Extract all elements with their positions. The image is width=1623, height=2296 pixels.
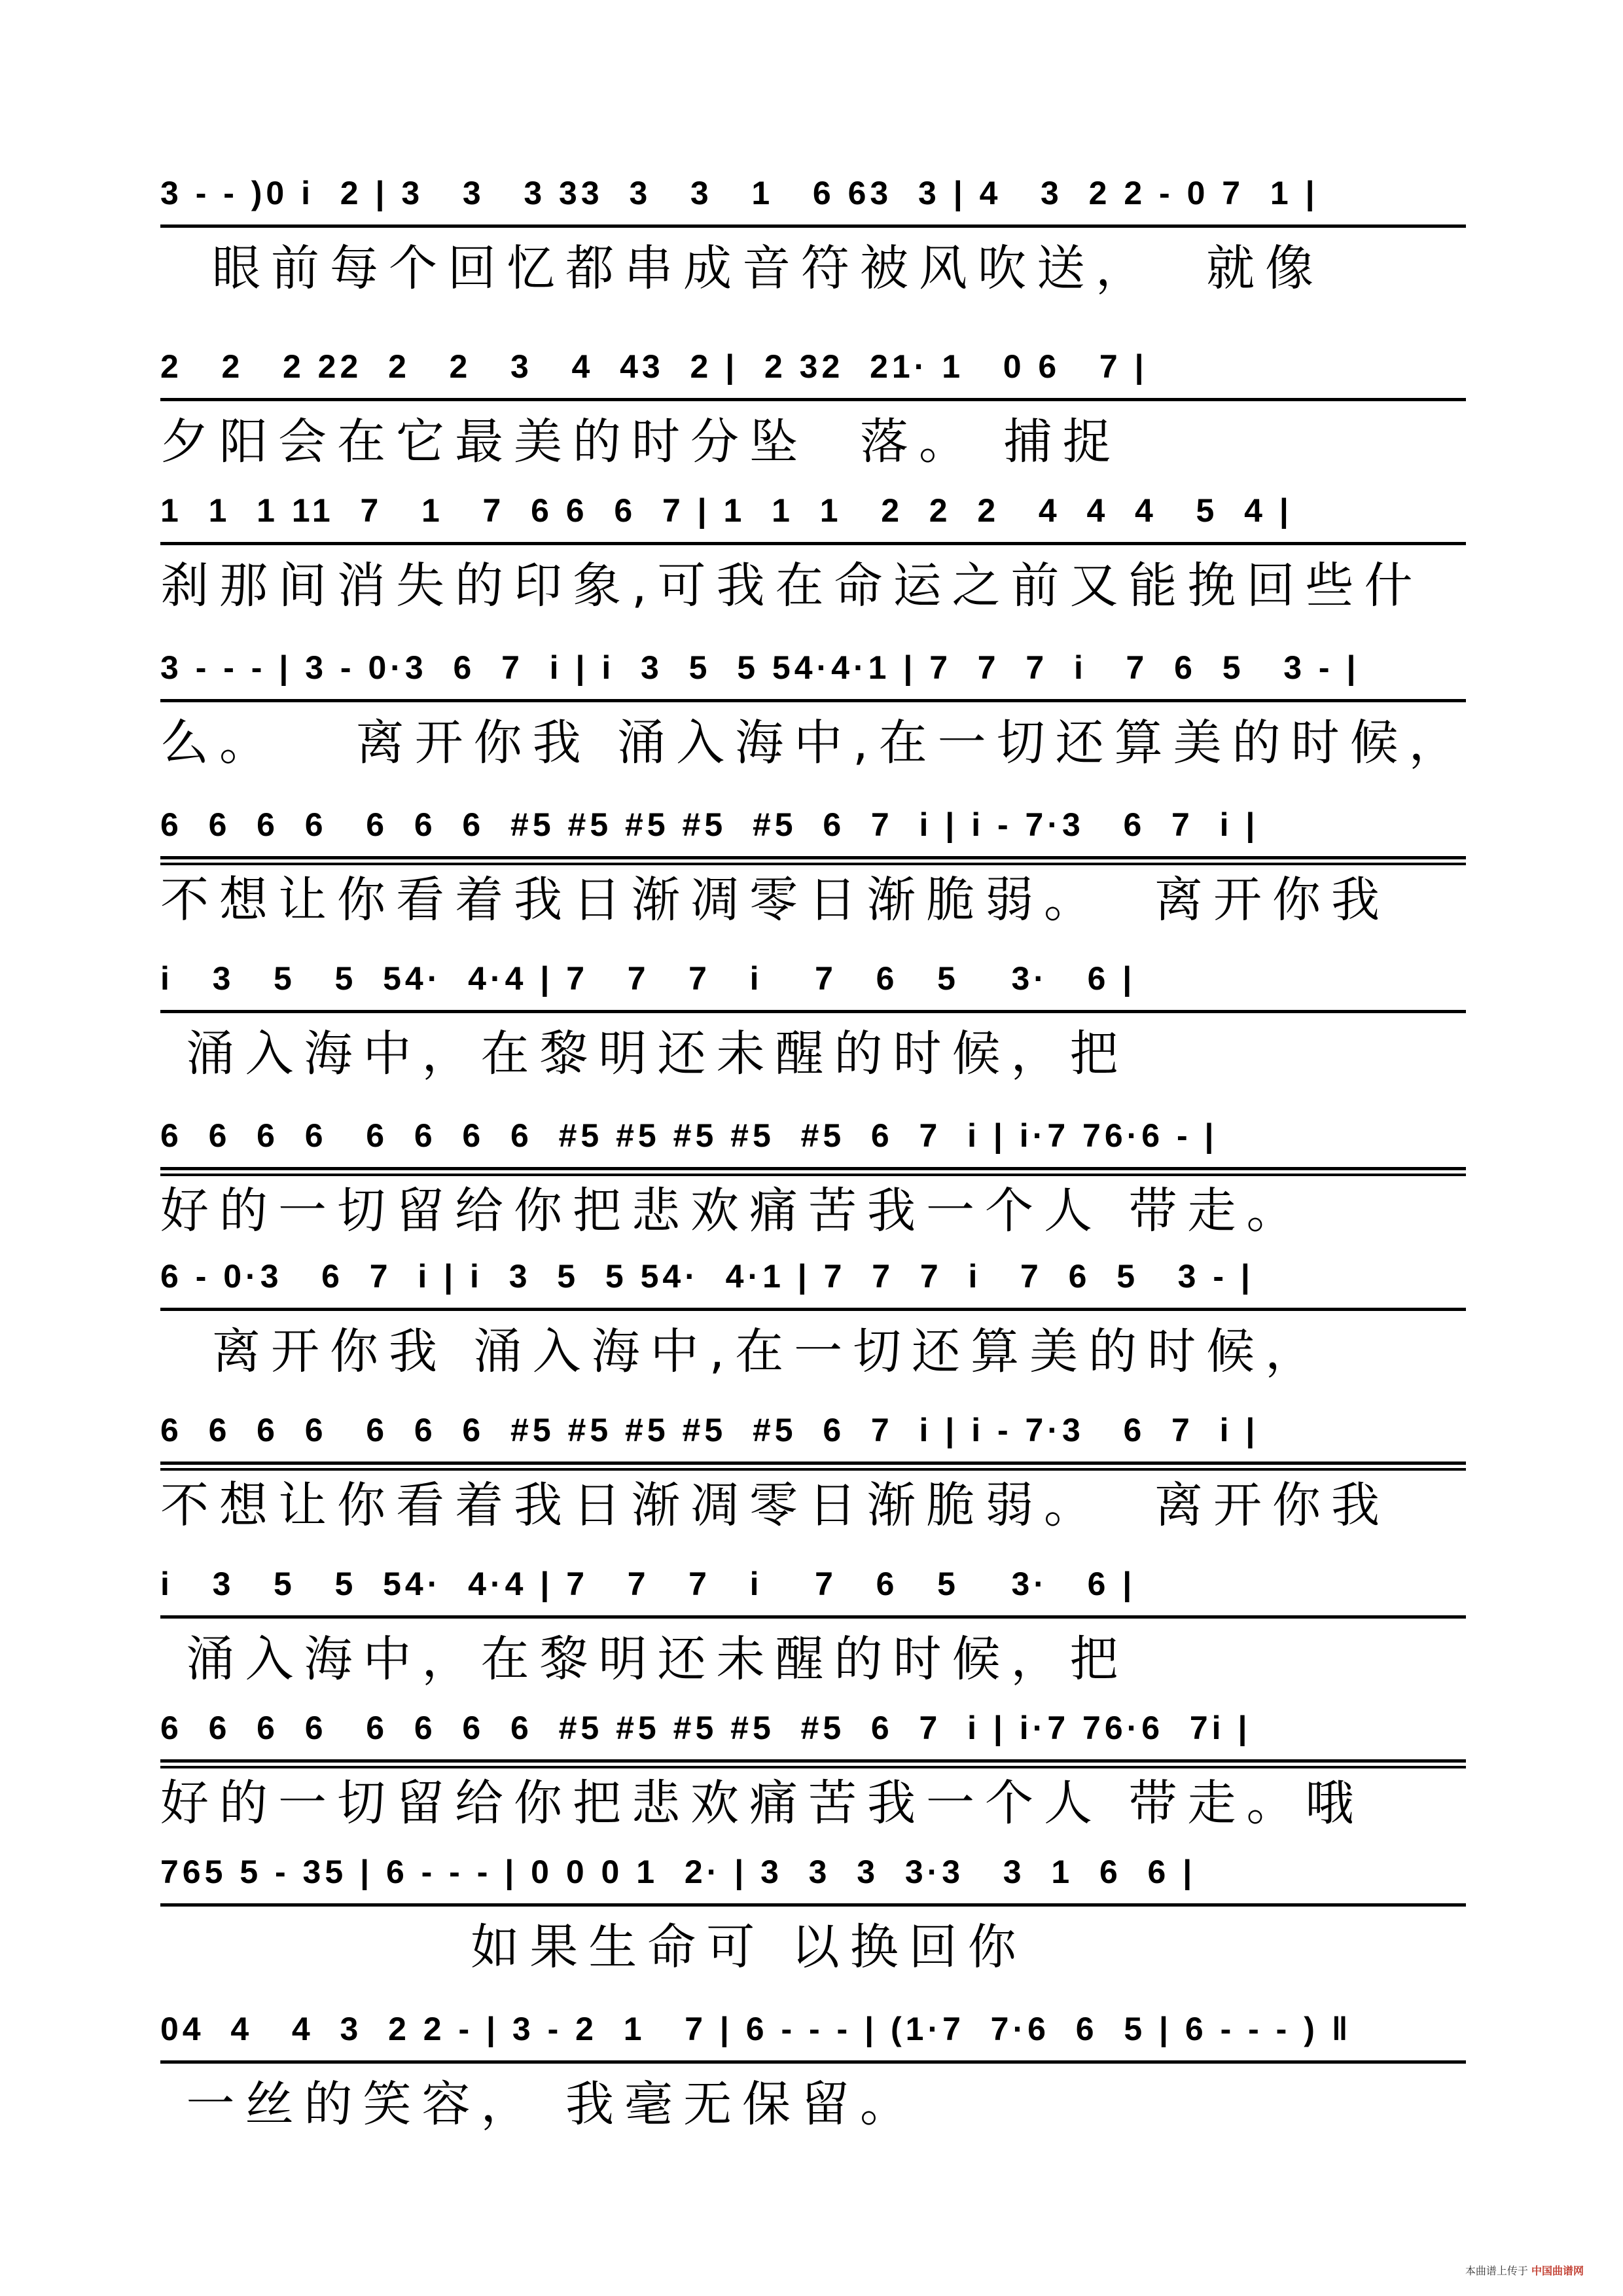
beat-underline [160, 542, 1466, 545]
notation-line: 04 4 4 3 2 2 - | 3 - 2 1 7 | 6 - - - | (1·7 7·6 6 5 | 6 - - - ) ‖ [160, 2011, 1352, 2047]
lyric-line: 好的一切留给你把悲欢痛苦我一个人 带走。 [160, 1183, 1306, 1239]
lyric-line: 涌入海中，在黎明还未醒的时候，把 [160, 1631, 1129, 1687]
notation-line: i 3 5 5 54· 4·4 | 7 7 7 i 7 6 5 3· 6 | [160, 960, 1136, 997]
beat-underline [160, 1903, 1466, 1907]
footer-prefix: 本曲谱上传于 [1465, 2265, 1528, 2277]
beat-underline [160, 1308, 1466, 1311]
lyric-line: 么。 离开你我 涌入海中,在一切还算美的时候， [160, 715, 1468, 771]
notation-line: 2 2 2 22 2 2 3 4 43 2 | 2 32 21· 1 0 6 7 | [160, 348, 1148, 385]
beat-underline [160, 398, 1466, 401]
lyric-line: 眼前每个回忆都串成音符被风吹送， 就像 [160, 240, 1325, 296]
lyric-line: 好的一切留给你把悲欢痛苦我一个人 带走。哦 [160, 1775, 1364, 1831]
beat-underline-double [160, 863, 1466, 865]
beat-underline-double [160, 1766, 1466, 1768]
beat-underline [160, 224, 1466, 228]
lyric-line: 不想让你看着我日渐凋零日渐脆弱。 离开你我 [160, 1477, 1391, 1534]
notation-line: 6 6 6 6 6 6 6 #5 #5 #5 #5 #5 6 7 i | i - 7·3 6 7 i | [160, 1412, 1259, 1448]
beat-underline [160, 699, 1466, 702]
beat-underline [160, 1615, 1466, 1619]
notation-line: 765 5 - 35 | 6 - - - | 0 0 0 1 2· | 3 3 3 3·3 3 1 6 6 | [160, 1854, 1196, 1890]
beat-underline [160, 1759, 1466, 1763]
lyric-line: 夕阳会在它最美的时分坠 落。 捕捉 [160, 414, 1122, 470]
lyric-line: 离开你我 涌入海中,在一切还算美的时候， [160, 1323, 1325, 1380]
footer-brand[interactable]: 中国曲谱网 [1531, 2265, 1584, 2277]
lyric-line: 涌入海中，在黎明还未醒的时候，把 [160, 1026, 1129, 1082]
source-footer [1465, 2263, 1584, 2278]
notation-line: i 3 5 5 54· 4·4 | 7 7 7 i 7 6 5 3· 6 | [160, 1566, 1136, 1602]
beat-underline [160, 1167, 1466, 1170]
notation-line: 6 6 6 6 6 6 6 6 #5 #5 #5 #5 #5 6 7 i | i·7 76·6 - | [160, 1117, 1218, 1154]
beat-underline-double [160, 1174, 1466, 1176]
lyric-line: 一丝的笑容， 我毫无保留。 [160, 2076, 919, 2132]
notation-line: 1 1 1 11 7 1 7 6 6 6 7 | 1 1 1 2 2 2 4 4 4 5 4 | [160, 492, 1293, 529]
notation-line: 3 - - - | 3 - 0·3 6 7 i | i 3 5 5 54·4·1 | 7 7 7 i 7 6 5 3 - | [160, 649, 1360, 686]
notation-line: 3 - - )0 i 2 | 3 3 3 33 3 3 1 6 63 3 | 4 3 2 2 - 0 7 1 | [160, 175, 1319, 211]
beat-underline [160, 856, 1466, 859]
beat-underline [160, 2060, 1466, 2064]
notation-line: 6 6 6 6 6 6 6 6 #5 #5 #5 #5 #5 6 7 i | i·7 76·6 7i | [160, 1710, 1251, 1746]
notation-line: 6 6 6 6 6 6 6 #5 #5 #5 #5 #5 6 7 i | i - 7·3 6 7 i | [160, 806, 1259, 843]
notation-line: 6 - 0·3 6 7 i | i 3 5 5 54· 4·1 | 7 7 7 i 7 6 5 3 - | [160, 1258, 1254, 1295]
lyric-line: 刹那间消失的印象,可我在命运之前又能挽回些什 [160, 558, 1423, 614]
beat-underline-double [160, 1468, 1466, 1471]
lyric-line: 不想让你看着我日渐凋零日渐脆弱。 离开你我 [160, 872, 1391, 928]
beat-underline [160, 1462, 1466, 1465]
lyric-line: 如果生命可 以换回你 [160, 1919, 1027, 1975]
beat-underline [160, 1010, 1466, 1013]
